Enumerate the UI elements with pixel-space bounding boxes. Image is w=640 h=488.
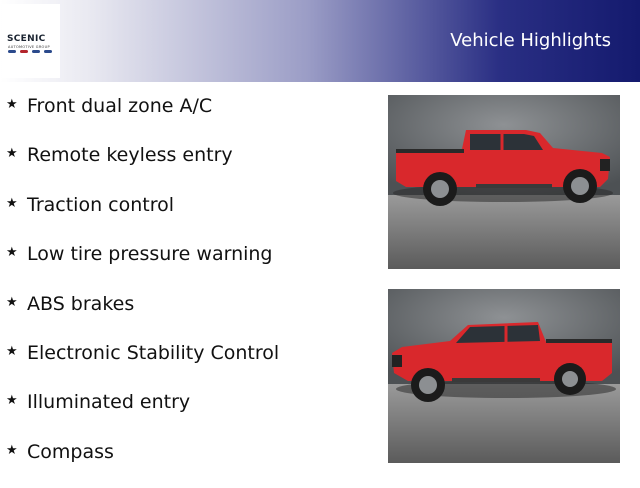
star-icon: ★ (6, 245, 18, 261)
star-icon: ★ (6, 97, 18, 112)
brand-badge-icon (32, 50, 40, 53)
list-item (6, 241, 279, 290)
feature-label: Front dual zone A/C (27, 95, 213, 117)
star-icon: ★ (6, 442, 18, 458)
logo-subtitle: AUTOMOTIVE GROUP (8, 45, 50, 49)
list-item (6, 142, 279, 191)
star-icon: ★ (6, 343, 18, 359)
feature-label: Compass (27, 440, 114, 463)
list-item (6, 192, 279, 241)
feature-label: Traction control (27, 193, 175, 216)
feature-label: ABS brakes (27, 292, 135, 315)
list-item (6, 291, 279, 340)
feature-label: Illuminated entry (27, 391, 191, 414)
star-icon: ★ (6, 294, 18, 310)
feature-label: Remote keyless entry (27, 144, 233, 167)
feature-label: Electronic Stability Control (27, 341, 280, 364)
truck-image (388, 95, 620, 269)
star-icon: ★ (6, 393, 18, 409)
header-banner (0, 0, 640, 82)
dealer-logo[interactable] (2, 4, 60, 78)
list-item (6, 93, 279, 142)
brand-badge-icon (8, 50, 16, 53)
brand-badge-icon (20, 50, 28, 53)
star-icon: ★ (6, 146, 18, 162)
brand-badges (8, 50, 52, 53)
logo-title: SCENIC (7, 34, 46, 44)
list-item (6, 439, 279, 488)
vehicle-photo-side-right[interactable] (388, 95, 620, 269)
truck-image (388, 289, 620, 463)
feature-label: Low tire pressure warning (27, 243, 273, 266)
brand-badge-icon (44, 50, 52, 53)
list-item (6, 340, 279, 389)
vehicle-photo-side-left[interactable] (388, 289, 620, 463)
feature-list (6, 93, 279, 488)
list-item (6, 389, 279, 438)
page-title: Vehicle Highlights (450, 30, 611, 51)
star-icon: ★ (6, 195, 18, 211)
